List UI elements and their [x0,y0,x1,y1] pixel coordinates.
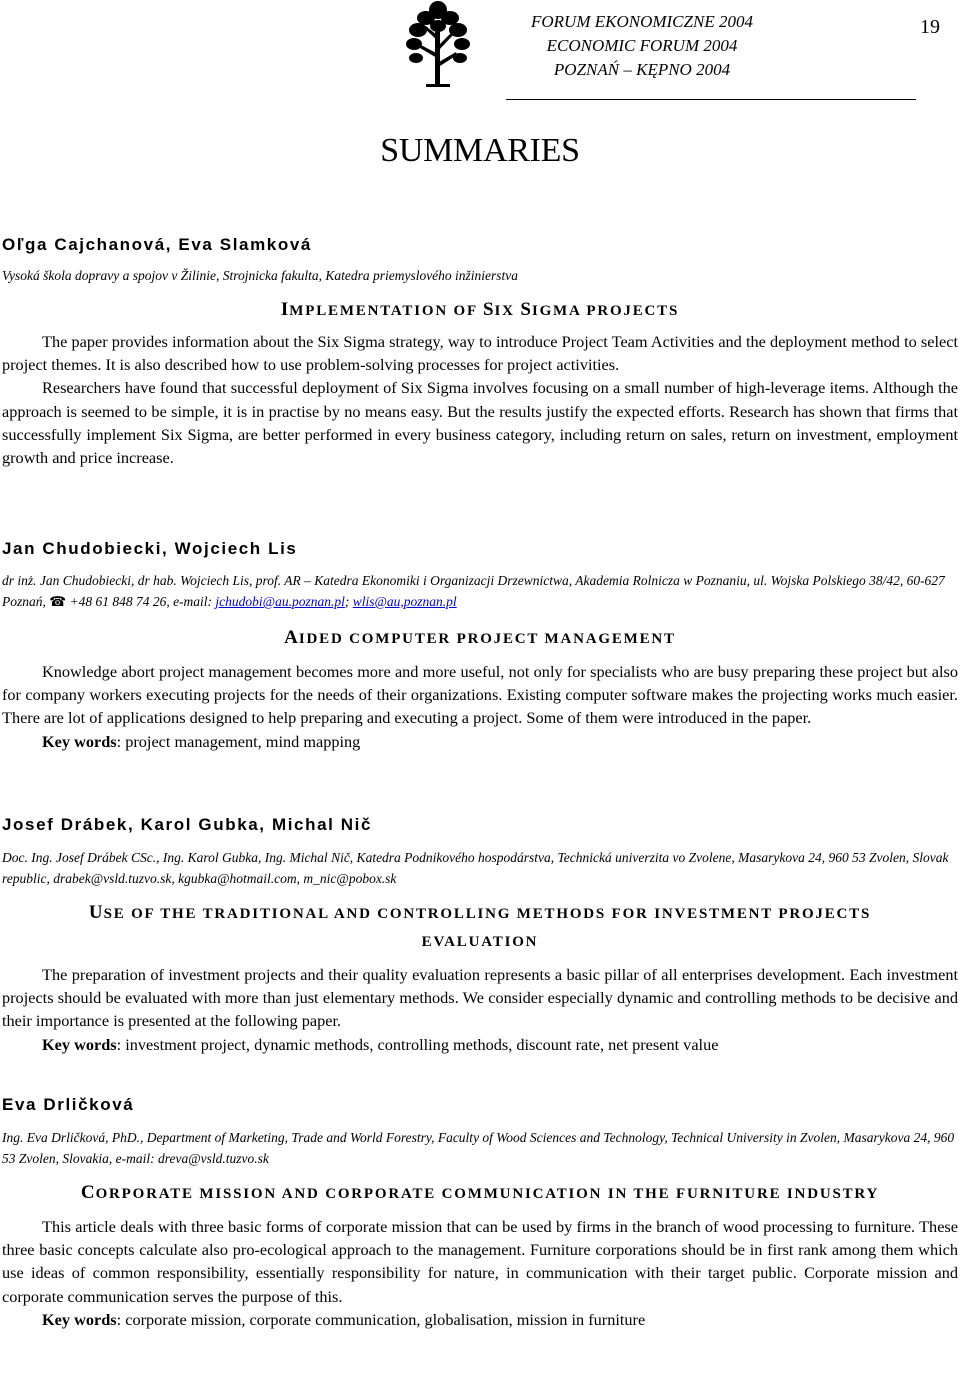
article-abstract [2,660,958,753]
abstract-paragraph: Researchers have found that successful deployment of Six Sigma involves focusing on a small number of high-leverage items. Although the approach is seemed to be simple, it is in practise by no means easy. But the results justify the expected efforts. Research has shown that firms that successfully implement Six Sigma, are better performed in every business category, including return on sales, return on investment, employment growth and price increase. [2,378,958,468]
article-authors: Josef Drábek, Karol Gubka, Michal Nič [2,815,373,834]
article-1 [2,234,958,469]
tree-logo-icon [402,0,474,88]
article-affiliation: Ing. Eva Drličková, PhD., Department of Marketing, Trade and World Forestry, Faculty of Wood Sciences and Technology, Technical University in Zvolen, Masarykova 24, 960 53 Zvolen, Slovakia, e-mail: dreva@vsld.tuzvo.sk [2,1130,955,1166]
article-title: USE OF THE TRADITIONAL AND CONTROLLING METHODS FOR INVESTMENT PROJECTS EVALUATION [88,902,872,950]
keywords-text: : project management, mind mapping [116,731,361,751]
article-abstract [2,1215,958,1331]
article-authors: Eva Drličková [2,1095,135,1114]
abstract-paragraph: The paper provides information about the Six Sigma strategy, way to introduce Project Team Activities and the deployment method to select project themes. It is also described how to use problem-solving processes for project activities. [2,332,958,375]
article-title: CORPORATE MISSION AND CORPORATE COMMUNICATION IN THE FURNITURE INDUSTRY [80,1182,880,1203]
keywords-text: : corporate mission, corporate communication, globalisation, mission in furniture [116,1309,646,1329]
keywords-line [2,1033,958,1056]
article-affiliation: dr inż. Jan Chudobiecki, dr hab. Wojciech Lis, prof. AR – Katedra Ekonomiki i Organizacji Drzewnictwa, Akademia Rolnicza w Poznaniu, ul. Wojska Polskiego 38/42, 60-627 Poznań, ☎ +48 61 848 74 26, e-mail: jchudobi@au.poznan.pl; wlis@au,poznan.pl [2,573,945,609]
article-affiliation: Vysoká škola dopravy a spojov v Žilinie, Strojnicka fakulta, Katedra priemyslového inžinierstva [2,268,519,283]
section-title: SUMMARIES [380,132,580,169]
phone-icon: ☎ [49,594,67,609]
email-link-lis[interactable]: wlis@au,poznan.pl [352,594,457,609]
keywords-label: Key words [42,1309,117,1329]
forum-line-2: ECONOMIC FORUM 2004 [546,36,738,55]
header-rule [506,99,916,100]
abstract-paragraph: This article deals with three basic forms of corporate mission that can be used by firms in the branch of wood processing to furniture. These three basic concepts calculate also pro-ecological approach to the management. Furniture corporations should be in first rank among them which use ideas of common responsibility, essentially responsibility for nature, in communication with their target public. Corporate mission and corporate communication serves the purpose of this. [2,1217,958,1306]
article-title: AIDED COMPUTER PROJECT MANAGEMENT [284,627,676,648]
article-authors: Oľga Cajchanová, Eva Slamková [2,235,312,254]
article-authors: Jan Chudobiecki, Wojciech Lis [2,539,298,558]
article-2 [2,538,958,753]
article-abstract [2,330,958,469]
keywords-label: Key words [42,731,117,751]
page-number: 19 [920,16,940,38]
forum-line-1: FORUM EKONOMICZNE 2004 [531,12,753,31]
email-link-chudobiecki[interactable]: jchudobi@au.poznan.pl [215,594,345,609]
keywords-text: : investment project, dynamic methods, controlling methods, discount rate, net present value [116,1034,719,1054]
forum-line-3: POZNAŃ – KĘPNO 2004 [553,60,731,79]
keywords-line [2,730,958,753]
article-affiliation: Doc. Ing. Josef Drábek CSc., Ing. Karol Gubka, Ing. Michal Nič, Katedra Podnikového hospodárstva, Technická univerzita vo Zvolene, Masarykova 24, 960 53 Zvolen, Slovak republic, drabek@vsld.tuzvo.sk, kgubka@hotmail.com, m_nic@pobox.sk [2,850,949,886]
forum-header [506,10,778,82]
keywords-label: Key words [42,1034,117,1054]
article-3 [2,814,958,1056]
keywords-line [2,1308,958,1331]
article-abstract [2,963,958,1056]
abstract-paragraph: Knowledge abort project management becomes more and more useful, not only for specialists who are busy preparing these project but also for company workers executing projects for the needs of their organizations. Existing computer software makes the projecting works much easier. There are lot of applications designed to help preparing and executing a project. Some of them were introduced in the paper. [2,662,958,728]
article-title: IMPLEMENTATION OF SIX SIGMA PROJECTS [280,299,680,320]
abstract-paragraph: The preparation of investment projects and their quality evaluation represents a basic pillar of all enterprises development. Each investment projects should be evaluated with more than just elementary methods. We consider especially dynamic and controlling methods to be decisive and their importance is presented at the following paper. [2,965,958,1031]
article-4 [2,1094,958,1331]
